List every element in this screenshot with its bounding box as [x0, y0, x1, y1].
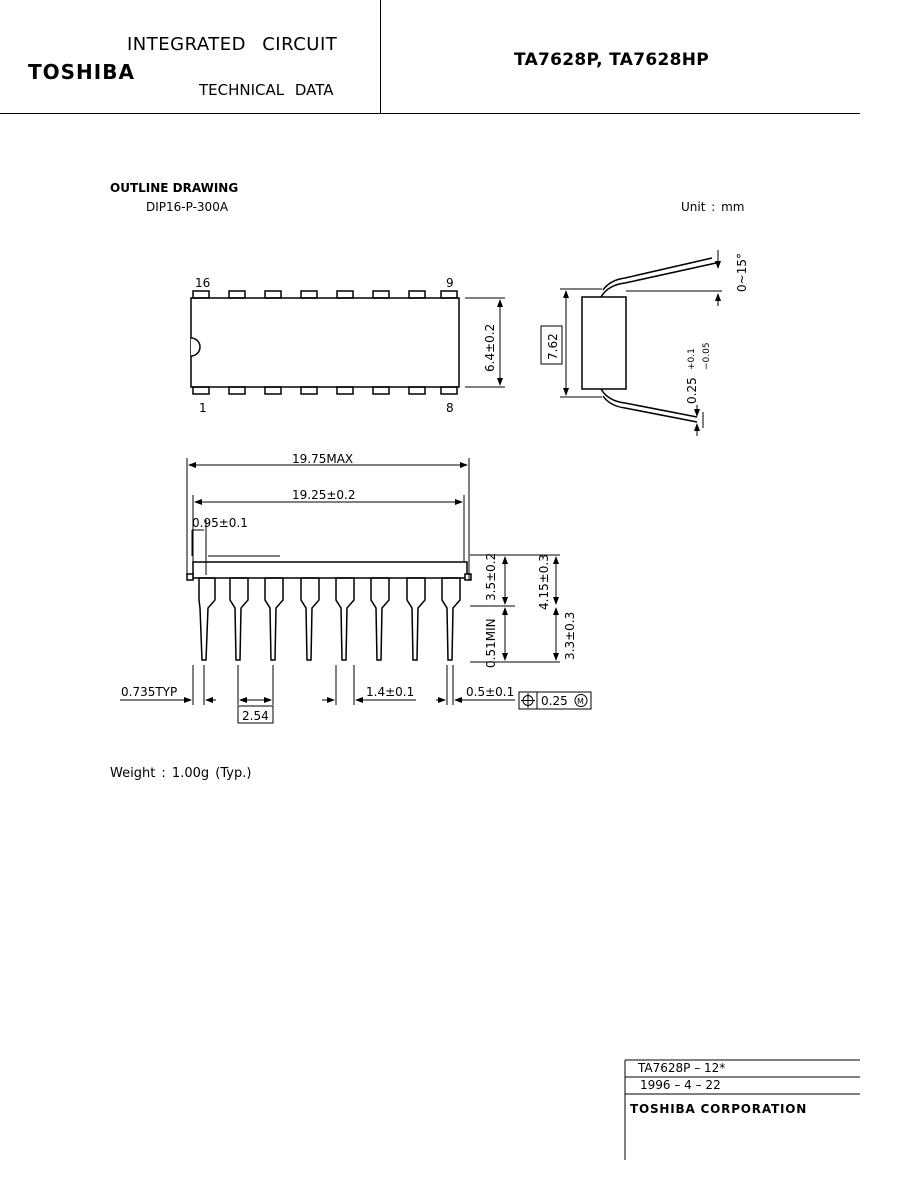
pin1-notch [191, 338, 200, 356]
package-code: DIP16-P-300A [146, 200, 229, 214]
lead-tol-minus: −0.05 [702, 342, 712, 370]
unit-label: Unit : mm [681, 200, 745, 214]
lead-length-label: 3.3±0.3 [563, 611, 577, 660]
position-modifier-label: M [577, 697, 584, 706]
side-view-body [582, 297, 626, 389]
company-name: TOSHIBA CORPORATION [630, 1102, 808, 1116]
pin-1-label: 1 [199, 401, 207, 415]
row-spacing-label: 7.62 [546, 333, 560, 360]
position-tolerance-label: 0.25 [541, 694, 568, 708]
doc-date: 1996 – 4 – 22 [640, 1078, 721, 1092]
doc-subcategory: TECHNICAL DATA [199, 81, 334, 99]
body-width-label: 6.4±0.2 [483, 323, 497, 372]
lead-tol-plus: +0.1 [687, 348, 697, 370]
lead-width-label: 0.5±0.1 [466, 685, 515, 699]
pitch-label: 2.54 [242, 709, 269, 723]
lead-thickness-label: 0.25 [685, 377, 699, 404]
standoff-label: 0.51MIN [484, 618, 498, 668]
end-lead-typ-label: 0.735TYP [121, 685, 178, 699]
doc-reference: TA7628P – 12* [638, 1061, 726, 1075]
bottom-pins [193, 387, 457, 394]
top-pins [193, 291, 457, 298]
pin-8-label: 8 [446, 401, 454, 415]
doc-category: INTEGRATED CIRCUIT [127, 34, 338, 55]
front-view-body [193, 562, 467, 578]
pin-9-label: 9 [446, 276, 454, 290]
top-view [191, 291, 459, 394]
part-numbers: TA7628P, TA7628HP [514, 50, 709, 70]
body-height-label: 3.5±0.2 [484, 552, 498, 601]
section-title: OUTLINE DRAWING [110, 181, 239, 195]
top-view-body [191, 298, 459, 387]
body-length-label: 19.25±0.2 [292, 488, 356, 502]
end-offset-label: 0.95±0.1 [192, 516, 248, 530]
weight-note: Weight : 1.00g (Typ.) [110, 766, 252, 781]
pin-16-label: 16 [195, 276, 211, 290]
toshiba-logo: TOSHIBA [28, 60, 135, 84]
shoulder-width-label: 1.4±0.1 [366, 685, 415, 699]
lead-angle-label: 0~15° [735, 253, 749, 292]
max-length-label: 19.75MAX [292, 452, 354, 466]
front-view [187, 562, 471, 660]
front-leads [199, 578, 460, 660]
total-height-label: 4.15±0.3 [537, 554, 551, 610]
